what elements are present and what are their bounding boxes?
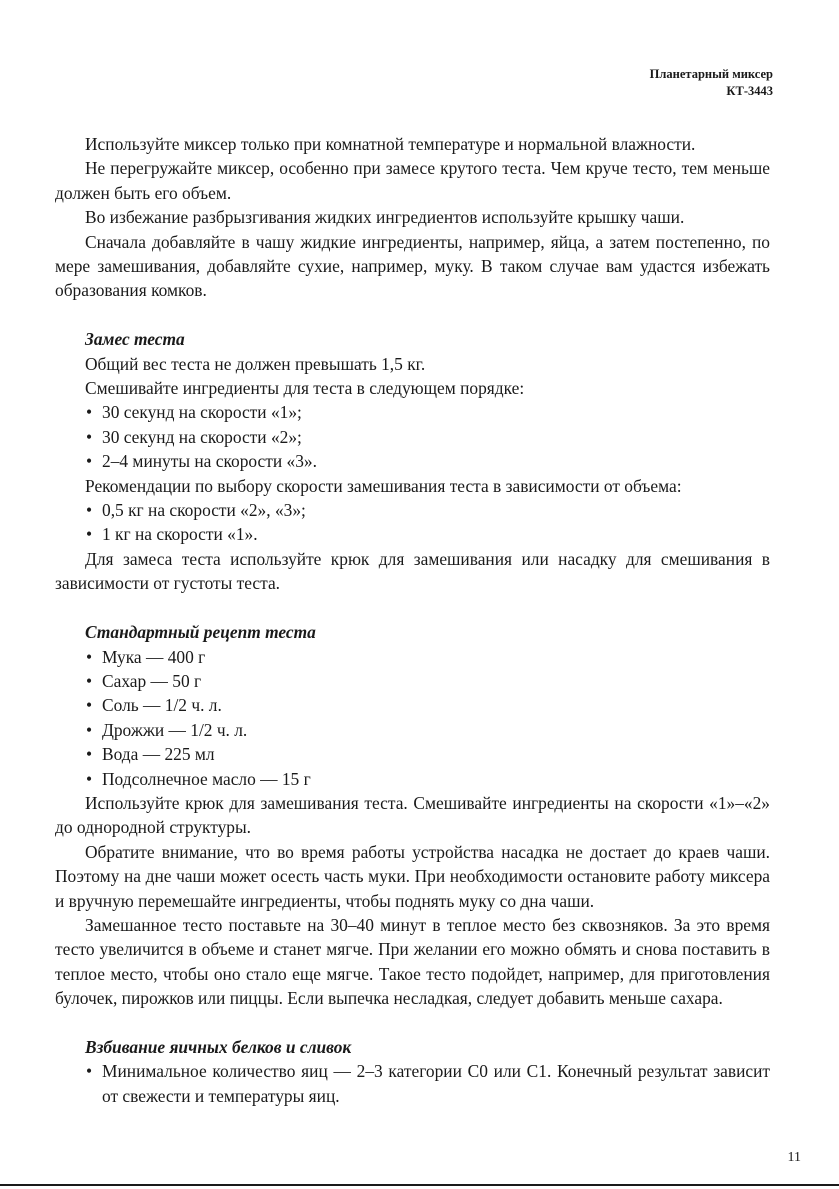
list-item: • 1 кг на скорости «1».: [55, 522, 770, 546]
list-item: • Вода — 225 мл: [55, 742, 770, 766]
list-item: • Дрожжи — 1/2 ч. л.: [55, 718, 770, 742]
section-spacer: [55, 1011, 770, 1035]
intro-paragraph-3: Во избежание разбрызгивания жидких ингредиентов используйте крышку чаши.: [85, 207, 685, 228]
intro-paragraph-2: Не перегружайте миксер, особенно при замесе крутого теста. Чем круче тесто, тем меньше должен быть его объем.: [55, 158, 770, 203]
list-item: • Подсолнечное масло — 15 г: [55, 767, 770, 791]
list-item: • 0,5 кг на скорости «2», «3»;: [55, 498, 770, 522]
dough-paragraph-2: Смешивайте ингредиенты для теста в следующем порядке:: [85, 378, 525, 399]
section-spacer: [55, 303, 770, 327]
list-item: • Соль — 1/2 ч. л.: [55, 693, 770, 717]
dough-paragraph-3: Рекомендации по выбору скорости замешивания теста в зависимости от объема:: [85, 475, 682, 496]
list-item: • Мука — 400 г: [55, 645, 770, 669]
recipe-paragraph-1: Используйте крюк для замешивания теста. Смешивайте ингредиенты на скорости «1»–«2» до однородной структуры.: [55, 792, 770, 838]
recipe-paragraph-3: Замешанное тесто поставьте на 30–40 минут в теплое место без сквозняков. За это время тесто увеличится в объеме и станет мягче. При желании его можно обмять и снова поставить в теплое место, чтобы оно стало еще мягче. Такое тесто подойдет, например, для приготовления булочек, пирожков или пиццы. Если выпечка несладкая, следует добавить меньше сахара.: [55, 914, 770, 1009]
dough-paragraph-1: Общий вес теста не должен превышать 1,5 кг.: [85, 353, 426, 374]
dough-order-list: [55, 400, 770, 473]
header-model: КТ-3443: [726, 84, 773, 98]
whip-heading: Взбивание яичных белков и сливок: [85, 1036, 352, 1057]
intro-paragraph-1: Используйте миксер только при комнатной температуре и нормальной влажности.: [85, 134, 696, 154]
dough-paragraph-4: Для замеса теста используйте крюк для замешивания или насадку для смешивания в зависимости от густоты теста.: [55, 548, 770, 594]
list-item: • 30 секунд на скорости «2»;: [55, 425, 770, 449]
list-item: • Минимальное количество яиц — 2–3 категории С0 или С1. Конечный результат зависит от свежести и температуры яиц.: [55, 1059, 770, 1108]
bottom-rule: [0, 1184, 839, 1186]
section-spacer: [55, 596, 770, 620]
header-title: Планетарный миксер: [649, 67, 773, 81]
page-number: 11: [787, 1150, 801, 1165]
ingredients-list: [55, 645, 770, 791]
recipe-heading: Стандартный рецепт теста: [85, 622, 316, 643]
list-item: • 2–4 минуты на скорости «3».: [55, 449, 770, 473]
dough-recs-list: [55, 498, 770, 547]
whip-list: [55, 1059, 770, 1108]
list-item: • 30 секунд на скорости «1»;: [55, 400, 770, 424]
dough-heading: Замес теста: [85, 329, 185, 350]
recipe-paragraph-2: Обратите внимание, что во время работы устройства насадка не достает до краев чаши. Поэтому на дне чаши может осесть часть муки. При необходимости остановите работу миксера и вручную перемешайте ингредиенты, чтобы поднять муку со дна чаши.: [55, 841, 770, 911]
intro-paragraph-4: Сначала добавляйте в чашу жидкие ингредиенты, например, яйца, а затем постепенно, по мере замешивания, добавляйте сухие, например, муку. В таком случае вам удастся избежать образования комков.: [55, 231, 770, 301]
page-header: [650, 66, 773, 100]
page-body: [55, 132, 770, 1108]
list-item: • Сахар — 50 г: [55, 669, 770, 693]
